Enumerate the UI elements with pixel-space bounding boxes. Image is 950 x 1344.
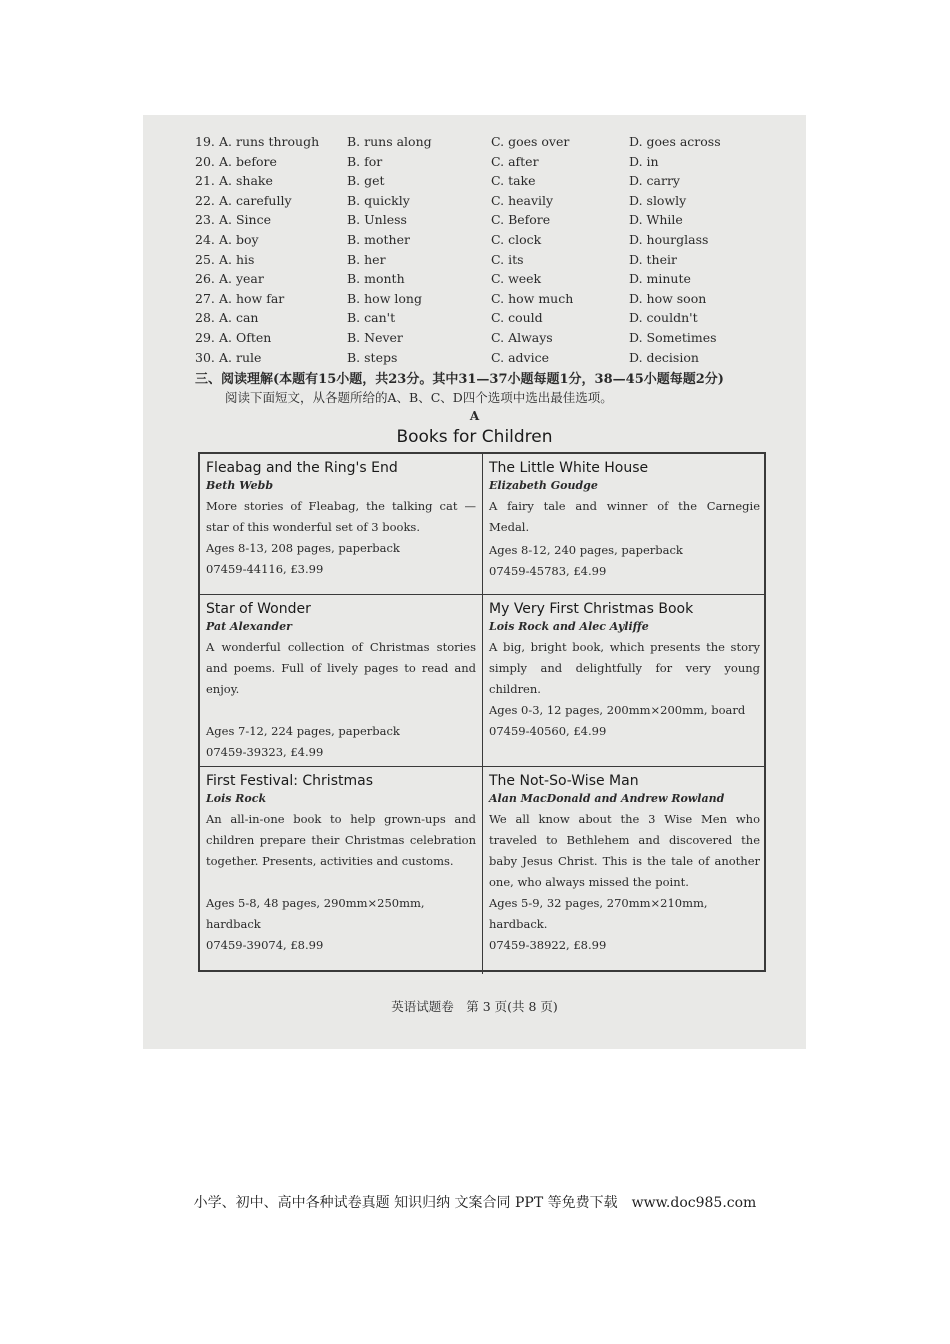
question-number: 25. [195,251,215,267]
option-b: B. Never [347,329,403,345]
option-c: C. week [491,271,542,287]
book-details: Ages 8-12, 240 pages, paperback [489,543,683,557]
option-c: C. how much [491,290,574,306]
option-row [195,191,795,211]
option-row [195,308,795,328]
book-description: More stories of Fleabag, the talking cat — star of this wonderful set of 3 books. [206,499,476,534]
book-author: Pat Alexander [206,620,292,633]
option-row [195,348,795,368]
question-number: 22. [195,192,215,208]
book-details: Ages 0-3, 12 pages, 200mm×200mm, board [489,703,746,717]
book-price: 07459-38922, £8.99 [489,938,607,952]
option-row [195,210,795,230]
book-price: 07459-44116, £3.99 [206,562,324,576]
option-c: C. after [491,153,539,169]
book-title: Fleabag and the Ring's End [206,460,398,476]
option-row [195,328,795,348]
option-d: D. carry [629,173,680,189]
passage-letter: A [469,409,480,423]
book-title: The Not-So-Wise Man [489,773,639,789]
book-cell [483,767,766,974]
book-title: The Little White House [489,460,649,476]
option-a: A. how far [219,290,285,306]
book-description: A big, bright book, which presents the story simply and delightfully for very young children. [489,640,760,696]
book-description: We all know about the 3 Wise Men who traveled to Bethlehem and discovered the baby Jesus Christ. This is the tale of another one, who always missed the point. [489,812,760,889]
book-description: A fairy tale and winner of the Carnegie Medal. [489,499,760,534]
book-description: A wonderful collection of Christmas stories and poems. Full of lively pages to read and enjoy. [206,640,476,696]
option-a: A. shake [219,173,273,189]
book-details: Ages 7-12, 224 pages, paperback [206,724,400,738]
option-c: C. its [491,251,524,267]
option-c: C. could [491,310,543,326]
option-d: D. minute [629,271,691,287]
option-d: D. decision [629,349,699,365]
option-d: D. goes across [629,134,721,149]
book-price: 07459-39323, £4.99 [206,745,324,759]
option-row [195,289,795,309]
option-row [195,250,795,270]
option-b: B. how long [347,290,422,306]
option-row [195,132,795,152]
option-a: A. Since [219,212,271,228]
book-details: Ages 8-13, 208 pages, paperback [206,541,400,555]
question-number: 19. [195,134,215,149]
option-c: C. Always [491,329,553,345]
option-a: A. boy [219,231,259,247]
book-cell [483,595,766,767]
book-author: Elizabeth Goudge [489,479,598,492]
option-a: A. year [219,271,264,287]
book-cell [200,454,483,595]
option-d: D. hourglass [629,231,709,247]
question-number: 20. [195,153,215,169]
option-c: C. heavily [491,192,554,208]
option-c: C. Before [491,212,551,228]
book-price: 07459-45783, £4.99 [489,564,607,578]
question-number: 29. [195,329,215,345]
table-title: Books for Children [396,427,553,447]
option-a: A. runs through [219,134,320,149]
option-b: B. her [347,251,386,267]
page-number-footer: 英语试题卷 第 3 页(共 8 页) [391,999,558,1014]
book-author: Lois Rock and Alec Ayliffe [489,620,649,633]
option-a: A. Often [219,329,272,345]
book-description: An all-in-one book to help grown-ups and children prepare their Christmas celebration together. Presents, activities and customs. [206,812,476,868]
question-number: 28. [195,310,215,326]
book-details: Ages 5-9, 32 pages, 270mm×210mm, hardback. [489,896,708,931]
option-c: C. clock [491,231,542,247]
book-title: Star of Wonder [206,601,311,617]
option-b: B. mother [347,231,410,247]
option-row [195,230,795,250]
option-b: B. steps [347,349,398,365]
site-footer: 小学、初中、高中各种试卷真题 知识归纳 文案合同 PPT 等免费下载 www.doc985.com [193,1195,757,1211]
option-d: D. couldn't [629,310,698,326]
option-b: B. month [347,271,405,287]
option-b: B. get [347,173,385,189]
book-price: 07459-40560, £4.99 [489,724,607,738]
option-b: B. for [347,153,383,169]
question-number: 21. [195,173,215,189]
option-b: B. quickly [347,192,410,208]
option-row [195,269,795,289]
question-number: 23. [195,212,215,228]
book-cell [200,767,483,974]
book-title: First Festival: Christmas [206,773,373,789]
exam-page-photo [143,115,806,1049]
cloze-options-list [195,132,795,367]
option-a: A. his [219,251,255,267]
option-b: B. runs along [347,134,432,149]
option-row [195,171,795,191]
option-c: C. take [491,173,536,189]
book-cell [483,454,766,595]
book-table [198,452,766,972]
option-a: A. rule [219,349,262,365]
option-d: D. how soon [629,290,707,306]
question-number: 26. [195,271,215,287]
question-number: 30. [195,349,215,365]
section-heading: 三、阅读理解(本题有15小题，共23分。其中31—37小题每题1分，38—45小题每题2分) [195,372,724,387]
question-number: 27. [195,290,215,306]
option-d: D. While [629,212,683,228]
option-b: B. Unless [347,212,407,228]
option-c: C. goes over [491,134,570,149]
book-cell [200,595,483,767]
option-a: A. carefully [219,192,292,208]
book-author: Lois Rock [206,792,267,805]
option-d: D. Sometimes [629,329,717,345]
option-d: D. slowly [629,192,687,208]
book-author: Alan MacDonald and Andrew Rowland [489,792,725,805]
question-number: 24. [195,231,215,247]
option-row [195,152,795,172]
option-b: B. can't [347,310,396,326]
section-instruction: 阅读下面短文，从各题所给的A、B、C、D四个选项中选出最佳选项。 [225,390,613,405]
book-details: Ages 5-8, 48 pages, 290mm×250mm, hardback [206,896,425,931]
book-author: Beth Webb [206,479,274,492]
option-a: A. can [219,310,259,326]
option-c: C. advice [491,349,549,365]
option-d: D. their [629,251,677,267]
option-a: A. before [219,153,277,169]
book-price: 07459-39074, £8.99 [206,938,324,952]
book-title: My Very First Christmas Book [489,601,694,617]
option-d: D. in [629,153,659,169]
